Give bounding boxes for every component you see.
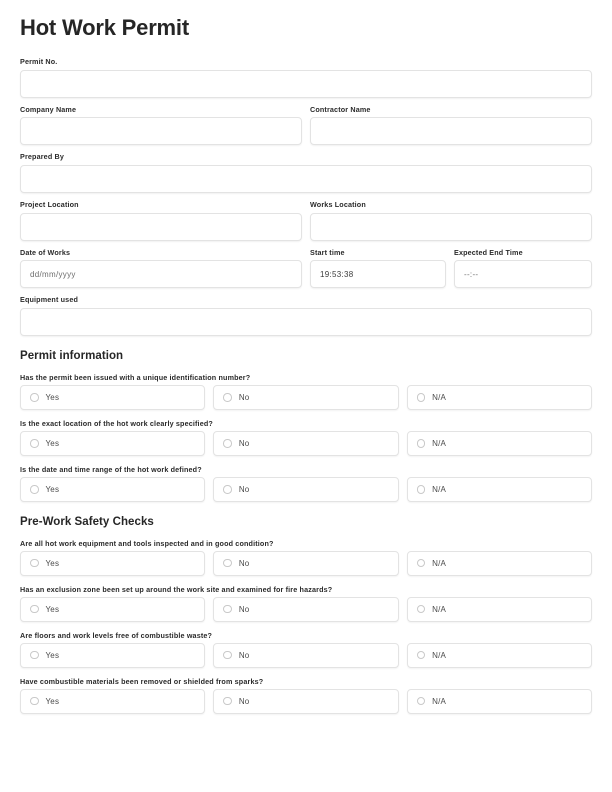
input-works-location[interactable] <box>310 213 592 241</box>
radio-circle-icon <box>417 697 426 706</box>
question-block <box>20 465 592 502</box>
section-heading: Pre-Work Safety Checks <box>20 515 154 528</box>
questionnaire-sections <box>20 350 592 714</box>
input-equipment-used[interactable] <box>20 308 592 336</box>
radio-option-no[interactable] <box>213 551 398 576</box>
radio-option-label: Yes <box>45 558 60 568</box>
radio-option-label: N/A <box>432 558 447 568</box>
options-row <box>20 551 592 576</box>
radio-option-no[interactable] <box>213 643 398 668</box>
radio-option-yes[interactable] <box>20 477 205 502</box>
radio-option-label: No <box>238 484 250 494</box>
radio-circle-icon <box>30 485 39 494</box>
label-project-location: Project Location <box>20 200 79 210</box>
field-expected-end-time <box>454 249 592 289</box>
radio-circle-icon <box>223 439 232 448</box>
radio-option-yes[interactable] <box>20 385 205 410</box>
input-start-time[interactable] <box>310 260 446 288</box>
radio-option-label: No <box>238 558 250 568</box>
label-expected-end-time: Expected End Time <box>454 247 523 257</box>
radio-option-label: N/A <box>432 438 447 448</box>
radio-circle-icon <box>417 485 426 494</box>
radio-circle-icon <box>223 485 232 494</box>
radio-circle-icon <box>417 651 426 660</box>
radio-option-label: Yes <box>45 696 60 706</box>
field-prepared-by <box>20 153 592 193</box>
radio-option-yes[interactable] <box>20 597 205 622</box>
radio-option-label: N/A <box>432 604 447 614</box>
radio-circle-icon <box>30 393 39 402</box>
field-equipment-used <box>20 296 592 336</box>
question-text: Has an exclusion zone been set up around the work site and examined for fire hazards? <box>20 584 333 594</box>
radio-option-na[interactable] <box>407 477 592 502</box>
radio-option-label: No <box>238 650 250 660</box>
radio-option-no[interactable] <box>213 385 398 410</box>
options-row <box>20 597 592 622</box>
label-permit-no: Permit No. <box>20 57 58 67</box>
radio-option-na[interactable] <box>407 597 592 622</box>
radio-option-label: N/A <box>432 650 447 660</box>
field-company-name <box>20 106 302 146</box>
label-works-location: Works Location <box>310 200 366 210</box>
radio-option-no[interactable] <box>213 477 398 502</box>
radio-option-na[interactable] <box>407 385 592 410</box>
input-permit-no[interactable] <box>20 70 592 98</box>
input-start-time-value: 19:53:38 <box>320 269 354 279</box>
field-permit-no <box>20 58 592 98</box>
question-text: Are floors and work levels free of combustible waste? <box>20 630 213 640</box>
radio-circle-icon <box>223 559 232 568</box>
input-prepared-by[interactable] <box>20 165 592 193</box>
question-text: Have combustible materials been removed or shielded from sparks? <box>20 676 264 686</box>
radio-circle-icon <box>30 439 39 448</box>
radio-option-label: No <box>238 438 250 448</box>
radio-option-yes[interactable] <box>20 551 205 576</box>
options-row <box>20 431 592 456</box>
radio-option-na[interactable] <box>407 689 592 714</box>
radio-option-label: N/A <box>432 392 447 402</box>
question-text: Is the exact location of the hot work clearly specified? <box>20 418 213 428</box>
row-company-contractor <box>20 106 592 146</box>
radio-option-label: Yes <box>45 484 60 494</box>
radio-option-label: N/A <box>432 484 447 494</box>
label-date-of-works: Date of Works <box>20 247 71 257</box>
radio-option-label: No <box>238 604 250 614</box>
section-heading: Permit information <box>20 350 124 363</box>
question-block <box>20 373 592 410</box>
question-block <box>20 631 592 668</box>
radio-option-yes[interactable] <box>20 643 205 668</box>
question-text: Are all hot work equipment and tools inspected and in good condition? <box>20 538 274 548</box>
question-block <box>20 539 592 576</box>
radio-circle-icon <box>417 559 426 568</box>
question-text: Is the date and time range of the hot work defined? <box>20 464 202 474</box>
options-row <box>20 477 592 502</box>
label-start-time: Start time <box>310 247 345 257</box>
radio-option-label: No <box>238 696 250 706</box>
input-project-location[interactable] <box>20 213 302 241</box>
input-date-of-works[interactable] <box>20 260 302 288</box>
label-contractor-name: Contractor Name <box>310 104 371 114</box>
field-works-location <box>310 201 592 241</box>
radio-option-label: No <box>238 392 250 402</box>
field-contractor-name <box>310 106 592 146</box>
radio-option-label: Yes <box>45 392 60 402</box>
radio-circle-icon <box>30 605 39 614</box>
radio-option-na[interactable] <box>407 551 592 576</box>
radio-circle-icon <box>417 439 426 448</box>
input-company-name[interactable] <box>20 117 302 145</box>
radio-option-label: N/A <box>432 696 447 706</box>
radio-option-na[interactable] <box>407 431 592 456</box>
label-company-name: Company Name <box>20 104 77 114</box>
question-block <box>20 585 592 622</box>
options-row <box>20 689 592 714</box>
row-date-times <box>20 249 592 289</box>
input-expected-end-time-placeholder: --:-- <box>464 269 479 279</box>
radio-circle-icon <box>417 605 426 614</box>
radio-circle-icon <box>223 697 232 706</box>
radio-option-label: Yes <box>45 604 60 614</box>
input-date-of-works-placeholder: dd/mm/yyyy <box>30 269 76 279</box>
label-prepared-by: Prepared By <box>20 152 64 162</box>
input-contractor-name[interactable] <box>310 117 592 145</box>
radio-option-na[interactable] <box>407 643 592 668</box>
page-title: Hot Work Permit <box>20 15 189 40</box>
radio-circle-icon <box>223 393 232 402</box>
row-locations <box>20 201 592 241</box>
radio-circle-icon <box>223 605 232 614</box>
radio-circle-icon <box>30 651 39 660</box>
radio-option-yes[interactable] <box>20 431 205 456</box>
options-row <box>20 385 592 410</box>
field-start-time <box>310 249 446 289</box>
input-expected-end-time[interactable] <box>454 260 592 288</box>
radio-option-yes[interactable] <box>20 689 205 714</box>
radio-circle-icon <box>30 697 39 706</box>
radio-option-label: Yes <box>45 650 60 660</box>
radio-option-label: Yes <box>45 438 60 448</box>
field-date-of-works <box>20 249 302 289</box>
radio-circle-icon <box>417 393 426 402</box>
radio-option-no[interactable] <box>213 431 398 456</box>
options-row <box>20 643 592 668</box>
radio-circle-icon <box>223 651 232 660</box>
radio-option-no[interactable] <box>213 597 398 622</box>
label-equipment-used: Equipment used <box>20 295 79 305</box>
question-block <box>20 677 592 714</box>
radio-option-no[interactable] <box>213 689 398 714</box>
field-project-location <box>20 201 302 241</box>
question-block <box>20 419 592 456</box>
radio-circle-icon <box>30 559 39 568</box>
question-text: Has the permit been issued with a unique identification number? <box>20 372 251 382</box>
